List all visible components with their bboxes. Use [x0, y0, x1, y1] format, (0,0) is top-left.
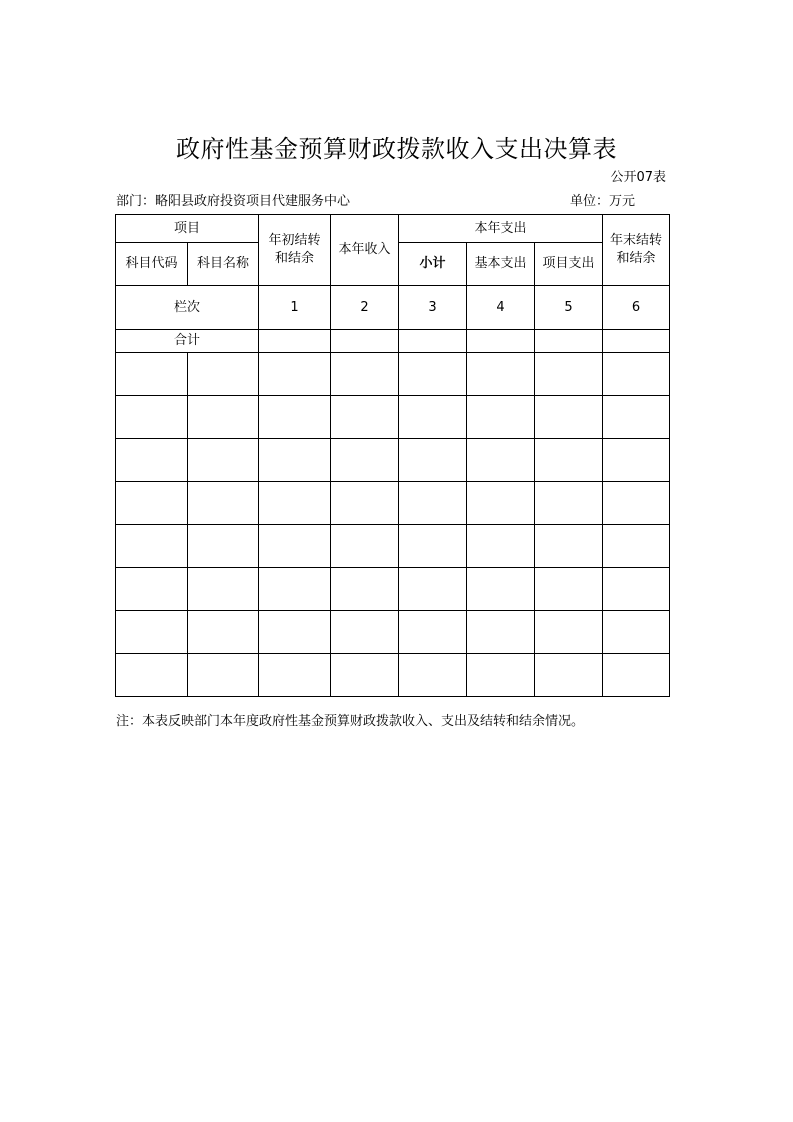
table-row — [116, 439, 670, 482]
table-cell — [603, 439, 670, 482]
table-cell — [399, 568, 467, 611]
column-number-row — [116, 286, 670, 330]
table-cell — [399, 396, 467, 439]
table-cell — [116, 654, 188, 697]
table-cell — [467, 654, 535, 697]
total-cell — [331, 330, 399, 353]
column-4: 4 — [467, 286, 535, 330]
table-row — [116, 525, 670, 568]
table-cell — [603, 654, 670, 697]
table-cell — [188, 611, 259, 654]
header-end-balance: 年末结转和结余 — [603, 215, 670, 286]
table-cell — [116, 353, 188, 396]
table-cell — [399, 611, 467, 654]
total-cell — [259, 330, 331, 353]
table-cell — [535, 482, 603, 525]
form-code: 公开07表 — [610, 170, 666, 185]
table-cell — [603, 611, 670, 654]
table-cell — [399, 439, 467, 482]
table-cell — [603, 482, 670, 525]
table-cell — [535, 525, 603, 568]
table-cell — [467, 439, 535, 482]
table-cell — [259, 439, 331, 482]
header-expense: 本年支出 — [399, 215, 603, 243]
header-code: 科目代码 — [116, 243, 188, 286]
total-cell — [603, 330, 670, 353]
table-cell — [331, 439, 399, 482]
table-cell — [467, 525, 535, 568]
column-label: 栏次 — [116, 286, 259, 330]
table-row — [116, 353, 670, 396]
table-cell — [535, 654, 603, 697]
total-cell — [467, 330, 535, 353]
header-row-1 — [116, 215, 670, 243]
budget-table — [115, 214, 670, 697]
table-cell — [116, 396, 188, 439]
total-label: 合计 — [116, 330, 259, 353]
table-cell — [535, 611, 603, 654]
table-cell — [331, 482, 399, 525]
table-cell — [535, 353, 603, 396]
page-title: 政府性基金预算财政拨款收入支出决算表 — [176, 135, 617, 163]
header-income: 本年收入 — [331, 215, 399, 286]
table-row — [116, 396, 670, 439]
table-cell — [603, 568, 670, 611]
table-cell — [259, 353, 331, 396]
department-label: 部门：略阳县政府投资项目代建服务中心 — [116, 194, 351, 209]
column-6: 6 — [603, 286, 670, 330]
column-5: 5 — [535, 286, 603, 330]
table-cell — [467, 482, 535, 525]
table-cell — [259, 611, 331, 654]
column-1: 1 — [259, 286, 331, 330]
table-cell — [331, 525, 399, 568]
table-cell — [188, 396, 259, 439]
total-cell — [535, 330, 603, 353]
table-cell — [259, 525, 331, 568]
table-cell — [188, 439, 259, 482]
total-row — [116, 330, 670, 353]
table-cell — [603, 525, 670, 568]
table-cell — [399, 353, 467, 396]
table-row — [116, 654, 670, 697]
header-project: 项目支出 — [535, 243, 603, 286]
table-cell — [331, 396, 399, 439]
header-name: 科目名称 — [188, 243, 259, 286]
table-cell — [331, 611, 399, 654]
table-cell — [535, 439, 603, 482]
table-row — [116, 482, 670, 525]
table-cell — [116, 611, 188, 654]
footnote: 注：本表反映部门本年度政府性基金预算财政拨款收入、支出及结转和结余情况。 — [116, 714, 585, 729]
table-cell — [535, 568, 603, 611]
table-cell — [331, 353, 399, 396]
table-row — [116, 568, 670, 611]
header-item: 项目 — [116, 215, 259, 243]
table-cell — [116, 439, 188, 482]
table-cell — [259, 482, 331, 525]
table-cell — [188, 353, 259, 396]
table-cell — [603, 353, 670, 396]
header-subtotal: 小计 — [399, 243, 467, 286]
table-cell — [467, 396, 535, 439]
total-cell — [399, 330, 467, 353]
table-cell — [116, 525, 188, 568]
table-cell — [188, 568, 259, 611]
table-cell — [188, 482, 259, 525]
table-cell — [259, 654, 331, 697]
table-cell — [188, 525, 259, 568]
table-cell — [188, 654, 259, 697]
unit-label: 单位：万元 — [569, 194, 635, 209]
table-cell — [603, 396, 670, 439]
table-cell — [467, 353, 535, 396]
table-cell — [331, 568, 399, 611]
header-begin-balance: 年初结转和结余 — [259, 215, 331, 286]
table-cell — [535, 396, 603, 439]
table-cell — [116, 482, 188, 525]
table-cell — [331, 654, 399, 697]
table-cell — [399, 654, 467, 697]
table-row — [116, 611, 670, 654]
table-cell — [399, 482, 467, 525]
table-cell — [467, 568, 535, 611]
header-basic: 基本支出 — [467, 243, 535, 286]
column-2: 2 — [331, 286, 399, 330]
table-cell — [467, 611, 535, 654]
column-3: 3 — [399, 286, 467, 330]
table-cell — [259, 396, 331, 439]
table-cell — [259, 568, 331, 611]
table-cell — [116, 568, 188, 611]
table-cell — [399, 525, 467, 568]
